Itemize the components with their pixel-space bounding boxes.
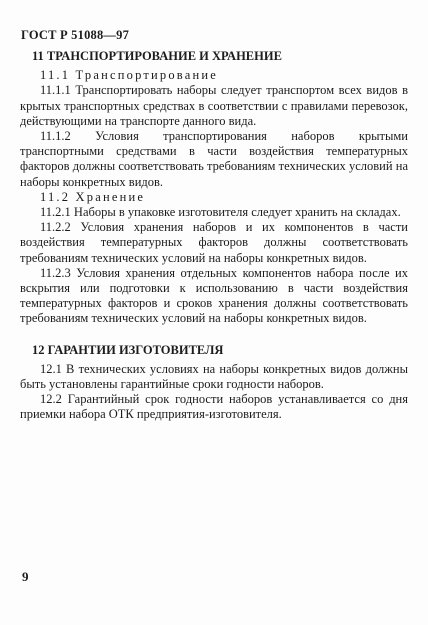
subsection-11-2-title: 11.2 Хранение: [40, 189, 146, 204]
document-code-header: ГОСТ Р 51088—97: [21, 28, 130, 42]
paragraph-11-2-1: 11.2.1 Наборы в упаковке изготовителя следует хранить на складах.: [40, 205, 401, 220]
section-11-title: 11 ТРАНСПОРТИРОВАНИЕ И ХРАНЕНИЕ: [32, 49, 282, 63]
section-spacer: [20, 327, 408, 343]
paragraph-11-2-2: 11.2.2 Условия хранения наборов и их компонентов в части воздействия температурных факторов должны соответствовать требованиям технических условий на наборы конкретных видов.: [20, 220, 408, 265]
paragraph-11-2-3: 11.2.3 Условия хранения отдельных компонентов набора после их вскрытия или подготовки к использованию в части воздействия температурных факторов и сроков хранения должны соответствовать требованиям технических условий на наборы конкретных видов.: [20, 265, 408, 326]
paragraph-11-1-2: 11.1.2 Условия транспортирования наборов крытыми транспортными средствами в части воздействия температурных факторов должны соответствовать требованиям технических условий на наборы конкретных видов.: [20, 129, 408, 189]
paragraph-12-2: 12.2 Гарантийный срок годности наборов устанавливается со дня приемки набора ОТК предприятия-изготовителя.: [20, 392, 408, 422]
paragraph-11-1-1: 11.1.1 Транспортировать наборы следует транспортом всех видов в крытых транспортных средствах в соответствии с правилами перевозок, действующими на транспорте данного вида.: [20, 83, 408, 128]
section-12-title: 12 ГАРАНТИИ ИЗГОТОВИТЕЛЯ: [32, 342, 224, 357]
subsection-11-1-title: 11.1 Транспортирование: [40, 68, 219, 83]
page-number: 9: [22, 569, 29, 584]
page-content: [20, 49, 408, 423]
paragraph-12-1: 12.1 В технических условиях на наборы конкретных видов должны быть установлены гарантийные сроки годности наборов.: [20, 361, 408, 392]
